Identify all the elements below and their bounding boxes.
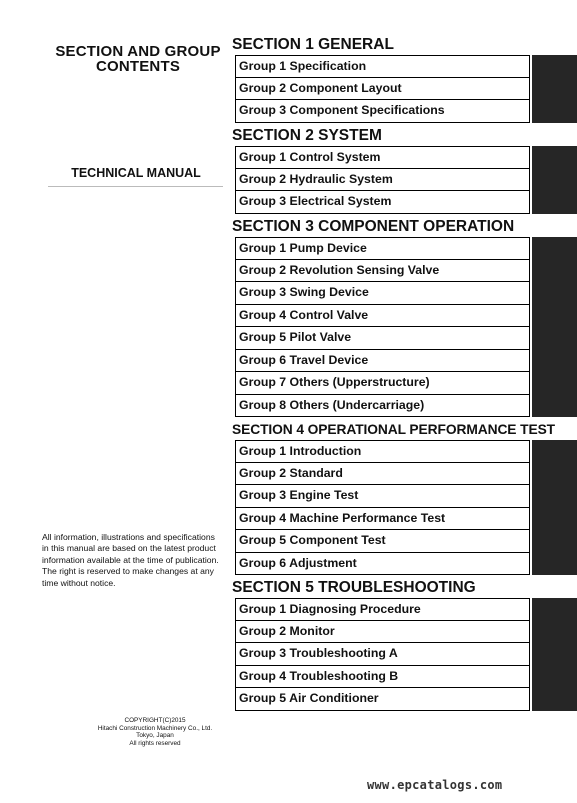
section-1-title[interactable]: SECTION 1 GENERAL [232,36,394,53]
section-5-group-4[interactable]: Group 4 Troubleshooting B [235,666,530,689]
section-4-tab [532,440,577,575]
section-4-group-6[interactable]: Group 6 Adjustment [235,553,530,576]
section-4-group-4[interactable]: Group 4 Machine Performance Test [235,508,530,531]
contents-title-line2: CONTENTS [95,58,181,75]
section-4-group-2[interactable]: Group 2 Standard [235,463,530,486]
section-4 [232,420,577,575]
section-1-tab [532,55,577,123]
section-2-group-1[interactable]: Group 1 Control System [235,146,530,169]
contents-title [40,44,236,74]
copyright-location: Tokyo, Japan [136,732,174,740]
section-4-group-1[interactable]: Group 1 Introduction [235,440,530,463]
section-1-group-3[interactable]: Group 3 Component Specifications [235,100,530,123]
section-5-group-3[interactable]: Group 3 Troubleshooting A [235,643,530,666]
section-3-group-8[interactable]: Group 8 Others (Undercarriage) [235,395,530,418]
section-3-group-5[interactable]: Group 5 Pilot Valve [235,327,530,350]
section-5-group-5[interactable]: Group 5 Air Conditioner [235,688,530,711]
section-3-group-2[interactable]: Group 2 Revolution Sensing Valve [235,260,530,283]
copyright-block [50,717,260,747]
copyright-line: COPYRIGHT(C)2015 [124,717,186,724]
section-5 [232,578,577,711]
section-2-title[interactable]: SECTION 2 SYSTEM [232,127,382,144]
section-4-group-3[interactable]: Group 3 Engine Test [235,485,530,508]
section-3-group-1[interactable]: Group 1 Pump Device [235,237,530,260]
copyright-rights: All rights reserved [129,739,181,747]
section-3 [232,217,577,417]
section-1-group-2[interactable]: Group 2 Component Layout [235,78,530,101]
manual-type-divider [48,186,223,187]
section-3-group-4[interactable]: Group 4 Control Valve [235,305,530,328]
section-4-group-5[interactable]: Group 5 Component Test [235,530,530,553]
copyright-company: Hitachi Construction Machinery Co., Ltd. [97,724,213,732]
section-3-group-7[interactable]: Group 7 Others (Upperstructure) [235,372,530,395]
section-5-group-2[interactable]: Group 2 Monitor [235,621,530,644]
section-2-group-3[interactable]: Group 3 Electrical System [235,191,530,214]
section-1-group-1[interactable]: Group 1 Specification [235,55,530,78]
contents-title-line1: SECTION AND GROUP [55,43,221,60]
section-2-group-2[interactable]: Group 2 Hydraulic System [235,169,530,192]
section-1 [232,35,577,123]
section-4-title[interactable]: SECTION 4 OPERATIONAL PERFORMANCE TEST [232,422,556,437]
section-5-group-1[interactable]: Group 1 Diagnosing Procedure [235,598,530,621]
section-5-title[interactable]: SECTION 5 TROUBLESHOOTING [232,579,476,596]
section-3-tab [532,237,577,417]
manual-type: TECHNICAL MANUAL [71,166,201,180]
section-3-group-6[interactable]: Group 6 Travel Device [235,350,530,373]
section-2 [232,126,577,214]
watermark-text: www.epcatalogs.com [367,778,503,792]
section-5-tab [532,598,577,711]
section-3-title[interactable]: SECTION 3 COMPONENT OPERATION [232,218,515,235]
notice-text: All information, illustrations and specifications in this manual are based on the latest product information available at the time of publication. The right is reserved to make changes at any time without notice. [42,532,219,588]
section-2-tab [532,146,577,214]
section-3-group-3[interactable]: Group 3 Swing Device [235,282,530,305]
